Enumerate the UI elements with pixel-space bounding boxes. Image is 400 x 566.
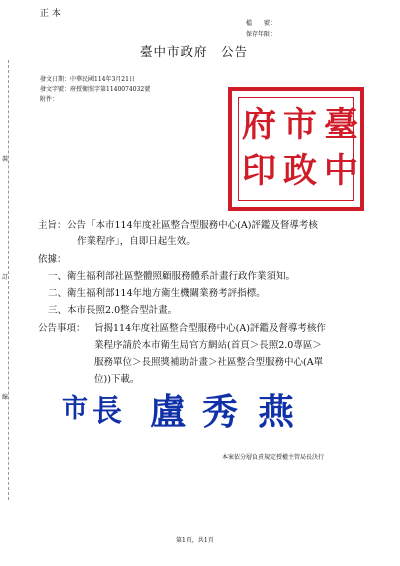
copy-mark: 正 本 xyxy=(40,9,61,19)
seal-char: 臺 xyxy=(324,105,358,145)
official-seal xyxy=(228,87,364,211)
matters-line: 業程序請於本市衛生局官方網站(首頁＞長照2.0專區＞ xyxy=(94,340,322,351)
seal-char: 市 xyxy=(283,105,317,145)
seal-char: 府 xyxy=(242,105,276,145)
page-title: 臺中市政府 公告 xyxy=(140,44,249,59)
issue-date-label: 發文日期： xyxy=(40,76,71,83)
signature-char: 市 xyxy=(62,394,89,424)
binding-line xyxy=(8,60,10,500)
seal-char: 中 xyxy=(324,151,358,191)
binding-mark-xian: 線 xyxy=(2,394,9,401)
document-number-label: 發文字號： xyxy=(40,86,71,93)
basis-item: 二、衛生福利部114年地方衛生機關業務考評指標。 xyxy=(48,288,266,299)
signature-char: 秀 xyxy=(202,391,239,433)
document-number-value: 府授衛照字第1140074032號 xyxy=(70,86,151,93)
basis-item: 一、衛生福利部社區整體照顧服務體系計畫行政作業須知。 xyxy=(48,271,296,282)
subject-line: 作業程序」，自即日起生效。 xyxy=(77,236,196,247)
binding-mark-zhuang: 裝 xyxy=(2,156,9,163)
seal-char: 政 xyxy=(283,151,317,191)
binding-mark-ding: 訂 xyxy=(2,274,9,281)
matters-line: 位))下載。 xyxy=(94,374,140,385)
issue-date-value: 中華民國114年3月21日 xyxy=(70,76,135,83)
file-number-label: 檔 號： xyxy=(246,20,277,27)
matters-line: 旨揭114年度社區整合型服務中心(A)評鑑及督導考核作 xyxy=(94,323,326,334)
retention-label: 保存年限： xyxy=(246,31,277,38)
seal-char: 印 xyxy=(242,151,276,191)
subject-label: 主旨： xyxy=(38,220,67,231)
subject-line: 公告「本市114年度社區整合型服務中心(A)評鑑及督導考核 xyxy=(67,220,318,231)
signature-char: 盧 xyxy=(150,391,187,433)
signature-char: 長 xyxy=(92,394,122,429)
basis-item: 三、本市長照2.0整合型計畫。 xyxy=(48,305,178,316)
signature-char: 燕 xyxy=(258,391,295,433)
page-footer: 第1頁，共1頁 xyxy=(176,537,214,544)
basis-label: 依據： xyxy=(38,254,67,265)
delegation-note: 本案依分層負責規定授權主管局長決行 xyxy=(222,454,325,461)
matters-label: 公告事項： xyxy=(38,323,86,334)
document-number xyxy=(40,84,150,93)
matters-line: 服務單位＞長照獎補助計畫＞社區整合型服務中心(A單 xyxy=(94,357,324,368)
attachment-label: 附件： xyxy=(40,96,59,103)
issue-date xyxy=(40,74,135,83)
